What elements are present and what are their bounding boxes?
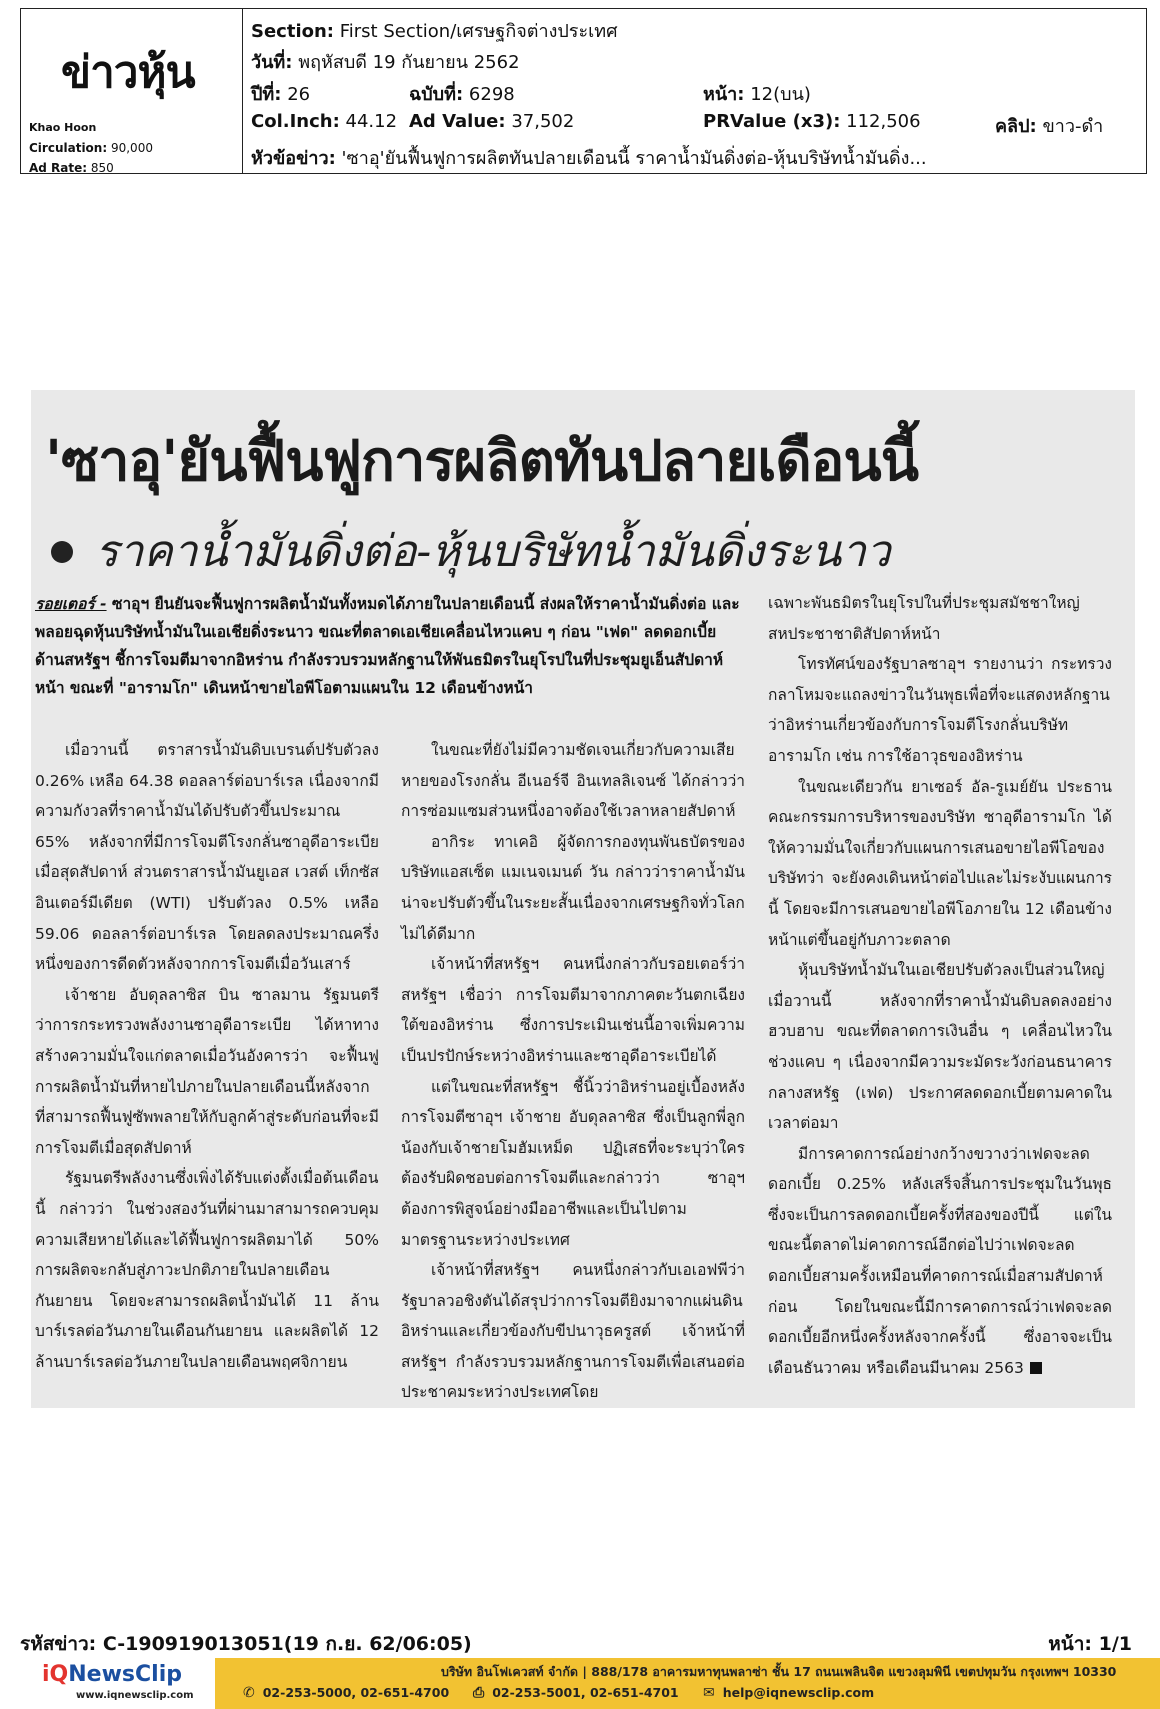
paragraph: ในขณะเดียวกัน ยาเซอร์ อัล-รูเมย์ยัน ประธานคณะกรรมการบริหารของบริษัท ซาอุดีอารามโก ได้ให้ความมั่นใจเกี่ยวกับแผนการเสนอขายไอพีโอของบริษัทว่า จะยังคงเดินหน้าต่อไปและไม่ระงับแผนการนี้ โดยจะมีการเสนอขายไอพีโอภายใน 12 เดือนข้างหน้าแต่ขึ้นอยู่กับภาวะตลาด (768, 777, 1112, 949)
article-subheadline: ราคาน้ำมันดิ่งต่อ-หุ้นบริษัทน้ำมันดิ่งระนาว (45, 516, 1125, 586)
envelope-icon: ✉ (703, 1685, 715, 1701)
phone-icon: ✆ (243, 1685, 255, 1701)
clip-metadata-panel (243, 9, 1146, 173)
publication-panel (21, 9, 243, 173)
prvalue-cell: PRValue (x3): 112,506 (703, 111, 921, 132)
adrate-line: Ad Rate: 850 (29, 161, 114, 175)
paragraph: หุ้นบริษัทน้ำมันในเอเชียปรับตัวลงเป็นส่วนใหญ่เมื่อวานนี้ หลังจากที่ราคาน้ำมันดิบลดลงอย่างฮวบฮาบ ขณะที่ตลาดการเงินอื่น ๆ เคลื่อนไหวในช่วงแคบ ๆ เนื่องจากมีความระมัดระวังก่อนธนาคารกลางสหรัฐ (เฟด) ประกาศลดดอกเบี้ยตามคาดในเวลาต่อมา (768, 961, 1112, 1133)
section-value: First Section/เศรษฐกิจต่างประเทศ (339, 21, 618, 42)
website-link[interactable]: www.iqnewsclip.com (76, 1690, 194, 1701)
page-number: หน้า: 1/1 (1048, 1633, 1132, 1655)
footer-logo-panel (0, 1658, 215, 1709)
phone-contact: ✆ 02-253-5000, 02-651-4700 (243, 1685, 450, 1701)
newspaper-clipping (31, 390, 1135, 1408)
article-lead (35, 590, 745, 702)
article-headline: 'ซาอุ'ยันฟื้นฟูการผลิตทันปลายเดือนนี้ (45, 429, 918, 494)
section-row: Section: First Section/เศรษฐกิจต่างประเทศ (251, 21, 618, 42)
paragraph: แต่ในขณะที่สหรัฐฯ ชี้นิ้วว่าอิหร่านอยู่เบื้องหลังการโจมตีซาอุฯ เจ้าชาย อับดุลลาซิส ซึ่งเป็นลูกพี่ลูกน้องกับเจ้าชายโมฮัมเหม็ด ปฏิเสธที่จะระบุว่าใครต้องรับผิดชอบต่อการโจมตีและกล่าวว่า ซาอุฯ ต้องการพิสูจน์อย่างมืออาชีพและเป็นไปตามมาตรฐานระหว่างประเทศ (401, 1077, 745, 1249)
headline-row: หัวข้อข่าว: 'ซาอุ'ยันฟื้นฟูการผลิตทันปลายเดือนนี้ ราคาน้ำมันดิ่งต่อ-หุ้นบริษัทน้ำมันดิ่ง... (251, 148, 927, 169)
fax-icon: ⎙ (473, 1685, 485, 1701)
adrate-value: 850 (90, 161, 114, 175)
article-column-1 (35, 735, 379, 1377)
paragraph: เจ้าชาย อับดุลลาซิส บิน ซาลมาน รัฐมนตรีว่าการกระทรวงพลังงานซาอุดีอาระเบีย ได้หาทางสร้างความมั่นใจแก่ตลาดเมื่อวันอังคารว่า จะฟื้นฟูการผลิตน้ำมันที่หายไปภายในปลายเดือนนี้หลังจากที่สามารถฟื้นฟูซัพพลายให้กับลูกค้าสู่ระดับก่อนที่จะมีการโจมตีเมื่อสุดสัปดาห์ (35, 985, 379, 1157)
paragraph: เฉพาะพันธมิตรในยุโรปในที่ประชุมสมัชชาใหญ่สหประชาชาติสัปดาห์หน้า (768, 594, 1080, 643)
article-column-2 (401, 735, 745, 1408)
advalue-cell: Ad Value: 37,502 (409, 111, 575, 132)
page-cell: หน้า: 12(บน) (703, 84, 811, 105)
circulation-line: Circulation: 90,000 (29, 141, 153, 155)
paragraph: รัฐมนตรีพลังงานซึ่งเพิ่งได้รับแต่งตั้งเมื่อต้นเดือนนี้ กล่าวว่า ในช่วงสองวันที่ผ่านมาสามารถควบคุมความเสียหายได้และได้ฟื้นฟูการผลิตมาได้ 50% การผลิตจะกลับสู่ภาวะปกติภายในปลายเดือนกันยายน โดยจะสามารถผลิตน้ำมันได้ 11 ล้านบาร์เรลต่อวันภายในเดือนกันยายน และผลิตได้ 12 ล้านบาร์เรลต่อวันภายในปลายเดือนพฤศจิกายน (35, 1169, 379, 1371)
paragraph: เจ้าหน้าที่สหรัฐฯ คนหนึ่งกล่าวกับรอยเตอร์ว่า สหรัฐฯ เชื่อว่า การโจมตีมาจากภาคตะวันตกเฉียงใต้ของอิหร่าน ซึ่งการประเมินเช่นนี้อาจเพิ่มความเป็นปรปักษ์ระหว่างอิหร่านและซาอุดีอาระเบียได้ (401, 955, 745, 1065)
bullet-icon (51, 541, 73, 563)
circulation-value: 90,000 (110, 141, 153, 155)
clip-type-cell: คลิป: ขาว-ดำ (995, 116, 1104, 137)
date-value: พฤหัสบดี 19 กันยายน 2562 (298, 52, 520, 73)
article-source: รอยเตอร์ - (35, 595, 107, 613)
footer-bar (0, 1658, 1160, 1709)
issue-cell: ฉบับที่: 6298 (409, 84, 515, 105)
iqnewsclip-logo: iQNewsClip (42, 1662, 182, 1687)
news-code: รหัสข่าว: C-190919013051(19 ก.ย. 62/06:05) (20, 1633, 472, 1655)
company-address: บริษัท อินโฟเควสท์ จำกัด | 888/178 อาคารมหาทุนพลาซ่า ชั้น 17 ถนนเพลินจิต แขวงลุมพินี เขตปทุมวัน กรุงเทพฯ 10330 (441, 1664, 1117, 1679)
paragraph: อากิระ ทาเคอิ ผู้จัดการกองทุนพันธบัตรของบริษัทแอสเซ็ต แมเนจเมนต์ วัน กล่าวว่าราคาน้ำมันน่าจะปรับตัวขึ้นในระยะสั้นเนื่องจากเศรษฐกิจทั่วโลกไม่ได้ดีมาก (401, 832, 745, 943)
paragraph: โทรทัศน์ของรัฐบาลซาอุฯ รายงานว่า กระทรวงกลาโหมจะแถลงข่าวในวันพุธเพื่อที่จะแสดงหลักฐานว่าอิหร่านเกี่ยวข้องกับการโจมตีโรงกลั่นบริษัทอารามโก เช่น การใช้อาวุธของอิหร่าน (768, 655, 1112, 765)
colinch-cell: Col.Inch: 44.12 (251, 111, 398, 132)
publication-logo: ข่าวหุ้น (61, 47, 195, 98)
end-of-article-mark-icon (1030, 1362, 1042, 1374)
fax-contact: ⎙ 02-253-5001, 02-651-4701 (473, 1685, 679, 1701)
paragraph: เจ้าหน้าที่สหรัฐฯ คนหนึ่งกล่าวกับเอเอฟพีว่า รัฐบาลวอชิงตันได้สรุปว่าการโจมตียิงมาจากแผ่นดินอิหร่านและเกี่ยวข้องกับขีปนาวุธครูสต์ เจ้าหน้าที่สหรัฐฯ กำลังรวบรวมหลักฐานการโจมตีเพื่อเสนอต่อประชาคมระหว่างประเทศโดย (401, 1261, 745, 1402)
footer-contact-panel (215, 1658, 1160, 1709)
headline-value: 'ซาอุ'ยันฟื้นฟูการผลิตทันปลายเดือนนี้ ราคาน้ำมันดิ่งต่อ-หุ้นบริษัทน้ำมันดิ่ง... (341, 148, 927, 169)
article-column-3 (768, 588, 1112, 1383)
publication-name: Khao Hoon (29, 121, 97, 134)
paragraph: ในขณะที่ยังไม่มีความชัดเจนเกี่ยวกับความเสียหายของโรงกลั่น อีเนอร์จี อินเทลลิเจนซ์ ได้กล่าวว่า การซ่อมแซมส่วนหนึ่งอาจต้องใช้เวลาหลายสัปดาห์ (401, 741, 745, 821)
year-cell: ปีที่: 26 (251, 84, 311, 105)
email-contact[interactable]: ✉ help@iqnewsclip.com (703, 1685, 875, 1701)
paragraph: มีการคาดการณ์อย่างกว้างขวางว่าเฟดจะลดดอกเบี้ย 0.25% หลังเสร็จสิ้นการประชุมในวันพุธ ซึ่งจะเป็นการลดดอกเบี้ยครั้งที่สองของปีนี้ แต่ในขณะนี้ตลาดไม่คาดการณ์อีกต่อไปว่าเฟดจะลดดอกเบี้ยสามครั้งเหมือนที่คาดการณ์เมื่อสามสัปดาห์ก่อน โดยในขณะนี้มีการคาดการณ์ว่าเฟดจะลดดอกเบี้ยอีกหนึ่งครั้งหลังจากครั้งนี้ ซึ่งอาจจะเป็นเดือนธันวาคม หรือเดือนมีนาคม 2563 (768, 1144, 1112, 1377)
article-lead-text: ซาอุฯ ยืนยันจะฟื้นฟูการผลิตน้ำมันทั้งหมดได้ภายในปลายเดือนนี้ ส่งผลให้ราคาน้ำมันดิ่งต่อ และพลอยฉุดหุ้นบริษัทน้ำมันในเอเชียดิ่งระนาว ขณะที่ตลาดเอเชียเคลื่อนไหวแคบ ๆ ก่อน "เฟด" ลดดอกเบี้ย ด้านสหรัฐฯ ชี้การโจมตีมาจากอิหร่าน กำลังรวบรวมหลักฐานให้พันธมิตรในยุโรปในที่ประชุมยูเอ็นสัปดาห์หน้า ขณะที่ "อารามโก" เดินหน้าขายไอพีโอตามแผนใน 12 เดือนข้างหน้า (35, 595, 740, 697)
clip-info-header (20, 8, 1147, 174)
paragraph: เมื่อวานนี้ ตราสารน้ำมันดิบเบรนต์ปรับตัวลง 0.26% เหลือ 64.38 ดอลลาร์ต่อบาร์เรล เนื่องจากมีความกังวลที่ราคาน้ำมันได้ปรับตัวขึ้นประมาณ 65% หลังจากที่มีการโจมตีโรงกลั่นซาอุดีอาระเบียเมื่อสุดสัปดาห์ ส่วนตราสารน้ำมันยูเอส เวสต์ เท็กซัส อินเตอร์มีเดียต (WTI) ปรับตัวลง 0.5% เหลือ 59.06 ดอลลาร์ต่อบาร์เรล โดยลดลงประมาณครึ่งหนึ่งของการดีดตัวหลังจากการโจมตีเมื่อวันเสาร์ (35, 741, 379, 974)
date-row: วันที่: พฤหัสบดี 19 กันยายน 2562 (251, 52, 520, 73)
